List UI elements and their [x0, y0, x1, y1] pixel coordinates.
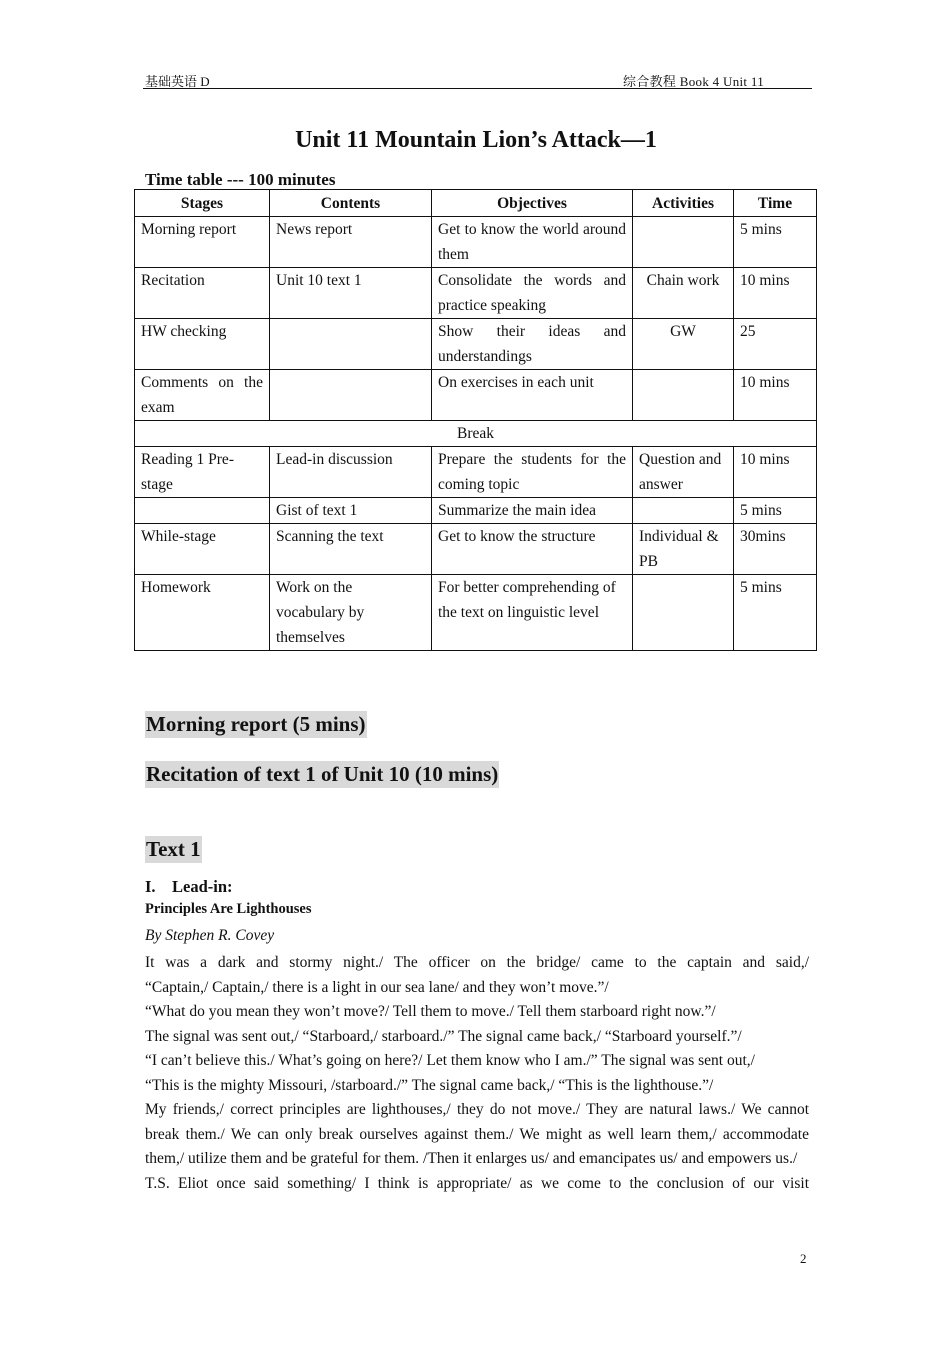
page-number: 2 — [800, 1251, 807, 1266]
cell-time: 30mins — [734, 524, 817, 575]
col-header-time: Time — [734, 190, 817, 217]
cell-objective: Get to know the structure — [432, 524, 633, 575]
cell-activity — [633, 370, 734, 421]
table-row — [135, 447, 817, 498]
cell-stage: Comments on the exam — [135, 370, 270, 421]
timetable — [134, 189, 817, 651]
cell-time: 5 mins — [734, 217, 817, 268]
cell-activity: Chain work — [633, 268, 734, 319]
cell-activity: GW — [633, 319, 734, 370]
cell-objective: On exercises in each unit — [432, 370, 633, 421]
col-header-activities: Activities — [633, 190, 734, 217]
section-text1: Text 1 — [146, 837, 201, 861]
cell-objective: Prepare the students for the coming topic — [432, 447, 633, 498]
text-line: “Captain,/ Captain,/ there is a light in our sea lane/ and they won’t move.”/ — [145, 978, 609, 996]
text-line: “What do you mean they won’t move?/ Tell them to move./ Tell them starboard right now.”/ — [145, 1003, 716, 1020]
text-line: “I can’t believe this./ What’s going on here?/ Let them know who I am./” The signal was sent out,/ — [145, 1052, 755, 1069]
leadin-subheading: Principles Are Lighthouses — [145, 901, 312, 917]
cell-time: 5 mins — [734, 498, 817, 524]
cell-content: Unit 10 text 1 — [270, 268, 432, 319]
cell-stage — [135, 498, 270, 524]
cell-activity: Individual & PB — [633, 524, 734, 575]
col-header-objectives: Objectives — [432, 190, 633, 217]
cell-activity: Question and answer — [633, 447, 734, 498]
leadin-text — [145, 951, 809, 1196]
table-row — [135, 319, 817, 370]
table-row — [135, 217, 817, 268]
text-paragraph: My friends,/ correct principles are lighthouses,/ they do not move./ They are natural laws./ We cannot break them./ We can only break ourselves against them./ We might as well learn them,/ accommodate them,/ utilize them and be grateful for them. /Then it enlarges us/ and emancipates us/ and empowers us./ — [145, 1101, 809, 1167]
cell-content: Work on the vocabulary by themselves — [270, 575, 432, 651]
table-row — [135, 268, 817, 319]
text-line: “This is the mighty Missouri, /starboard./” The signal came back,/ “This is the lighthouse.”/ — [145, 1076, 714, 1094]
header-left: 基础英语 D — [145, 74, 210, 89]
cell-time: 10 mins — [734, 447, 817, 498]
cell-objective: Consolidate the words and practice speaking — [432, 268, 633, 319]
cell-objective: Show their ideas and understandings — [432, 319, 633, 370]
header-rule — [143, 88, 812, 89]
cell-time: 25 — [734, 319, 817, 370]
table-row-break — [135, 421, 817, 447]
table-header-row — [135, 190, 817, 217]
leadin-author: By Stephen R. Covey — [145, 927, 275, 944]
cell-stage: HW checking — [135, 319, 270, 370]
cell-stage: Recitation — [135, 268, 270, 319]
section-morning-report: Morning report (5 mins) — [146, 712, 366, 736]
cell-time: 5 mins — [734, 575, 817, 651]
cell-content — [270, 370, 432, 421]
cell-time: 10 mins — [734, 370, 817, 421]
cell-time: 10 mins — [734, 268, 817, 319]
timetable-caption: Time table --- 100 minutes — [145, 170, 336, 189]
table-row — [135, 370, 817, 421]
table-row — [135, 575, 817, 651]
cell-content: Lead-in discussion — [270, 447, 432, 498]
cell-objective: Summarize the main idea — [432, 498, 633, 524]
table-row — [135, 524, 817, 575]
cell-content: Gist of text 1 — [270, 498, 432, 524]
leadin-heading: I. Lead-in: — [145, 877, 233, 896]
cell-activity — [633, 498, 734, 524]
page-title: Unit 11 Mountain Lion’s Attack—1 — [295, 127, 657, 153]
cell-stage: While-stage — [135, 524, 270, 575]
cell-content — [270, 319, 432, 370]
header-right: 综合教程 Book 4 Unit 11 — [623, 74, 765, 89]
cell-stage: Morning report — [135, 217, 270, 268]
section-recitation: Recitation of text 1 of Unit 10 (10 mins) — [146, 762, 499, 786]
cell-objective: Get to know the world around them — [432, 217, 633, 268]
col-header-contents: Contents — [270, 190, 432, 217]
cell-activity — [633, 217, 734, 268]
cell-stage: Homework — [135, 575, 270, 651]
col-header-stages: Stages — [135, 190, 270, 217]
text-line: T.S. Eliot once said something/ I think is appropriate/ as we come to the conclusion of our visit — [145, 1174, 809, 1192]
cell-objective: For better comprehending of the text on linguistic level — [432, 575, 633, 651]
cell-content: News report — [270, 217, 432, 268]
cell-stage: Reading 1 Pre-stage — [135, 447, 270, 498]
table-row — [135, 498, 817, 524]
cell-content: Scanning the text — [270, 524, 432, 575]
cell-break: Break — [135, 421, 817, 447]
text-line: The signal was sent out,/ “Starboard,/ starboard./” The signal came back,/ “Starboard yourself.”/ — [145, 1027, 742, 1045]
text-line: It was a dark and stormy night./ The officer on the bridge/ came to the captain and said,/ — [145, 954, 809, 971]
cell-activity — [633, 575, 734, 651]
